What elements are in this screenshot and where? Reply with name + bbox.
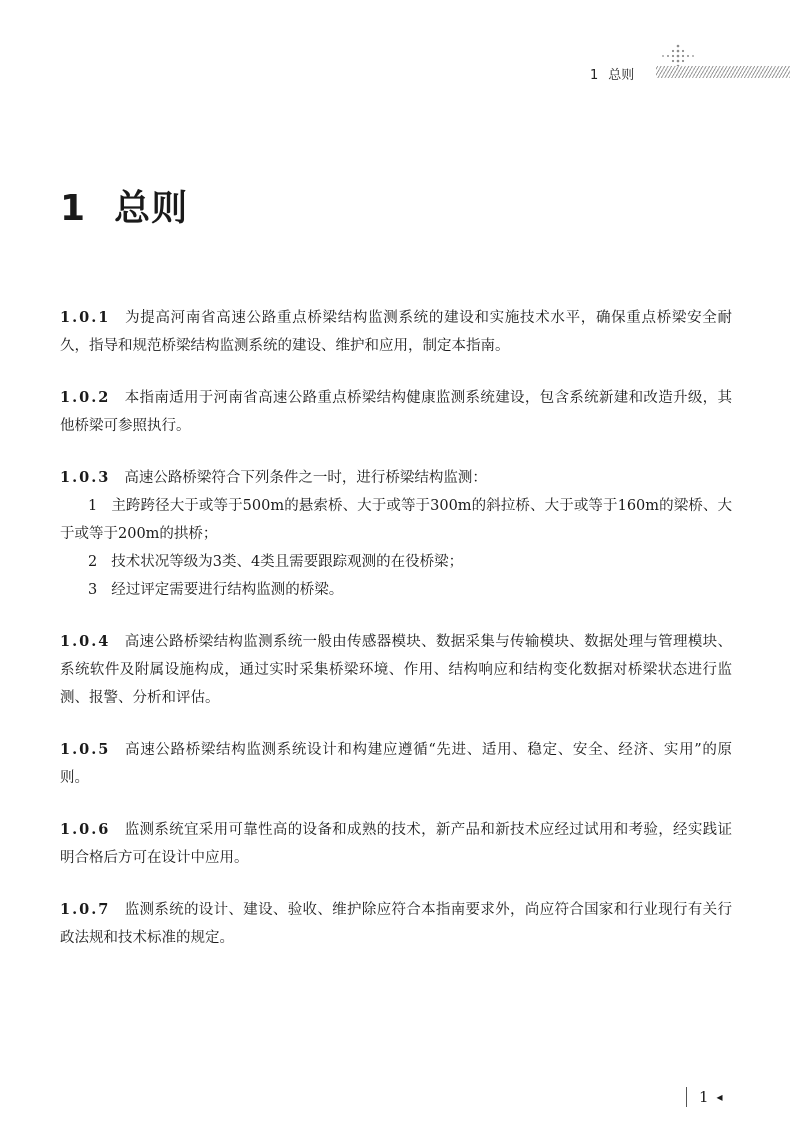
list-item [60,548,732,576]
clause-list [60,304,732,976]
clause-text: 高速公路桥梁符合下列条件之一时，进行桥梁结构监测： [124,470,487,486]
header-hatch-decoration [656,66,790,78]
list-item [60,576,732,604]
chapter-title-text: 总则 [114,188,189,229]
clause-text: 本指南适用于河南省高速公路重点桥梁结构健康监测系统建设，包含系统新建和改造升级，其他桥梁可参照执行。 [60,390,732,434]
clause-text: 为提高河南省高速公路重点桥梁结构监测系统的建设和实施技术水平，确保重点桥梁安全耐久，指导和规范桥梁结构监测系统的建设、维护和应用，制定本指南。 [60,310,732,354]
item-number: 2 [88,554,98,570]
clause-number: 1.0.2 [60,389,111,406]
header-chapter-title: 总则 [608,68,635,83]
header-chapter [590,64,634,83]
clause-number: 1.0.4 [60,633,111,650]
footer-divider [686,1087,687,1107]
clause-with-items [60,464,732,604]
clause-number: 1.0.3 [60,469,111,486]
clause [60,896,732,952]
item-number: 1 [88,498,98,514]
clause [60,736,732,792]
clause [60,304,732,360]
item-text: 经过评定需要进行结构监测的桥梁。 [111,582,344,598]
header-chapter-number: 1 [590,68,599,83]
clause [60,628,732,712]
clause [60,816,732,872]
page-footer [686,1086,723,1108]
clause-number: 1.0.1 [60,309,111,326]
clause-number: 1.0.6 [60,821,111,838]
item-text: 技术状况等级为3类、4类且需要跟踪观测的在役桥梁； [111,554,464,570]
clause-text: 高速公路桥梁结构监测系统设计和构建应遵循“先进、适用、稳定、安全、经济、实用”的原则。 [60,742,732,786]
chapter-number: 1 [60,188,87,229]
clause-number: 1.0.7 [60,901,111,918]
item-number: 3 [88,582,98,598]
left-arrow-icon: ◂ [716,1090,723,1104]
clause-text: 高速公路桥梁结构监测系统一般由传感器模块、数据采集与传输模块、数据处理与管理模块、系统软件及附属设施构成，通过实时采集桥梁环境、作用、结构响应和结构变化数据对桥梁状态进行监测、报警、分析和评估。 [60,634,732,706]
clause [60,464,732,492]
chapter-title [60,180,188,231]
clause [60,384,732,440]
clause-text: 监测系统宜采用可靠性高的设备和成熟的技术，新产品和新技术应经过试用和考验，经实践证明合格后方可在设计中应用。 [60,822,732,866]
item-text: 主跨跨径大于或等于500m的悬索桥、大于或等于300m的斜拉桥、大于或等于160m的梁桥、大于或等于200m的拱桥； [60,498,732,542]
running-header [590,44,790,84]
page-number: 1 [699,1088,709,1106]
list-item [60,492,732,548]
clause-number: 1.0.5 [60,741,111,758]
clause-text: 监测系统的设计、建设、验收、维护除应符合本指南要求外，尚应符合国家和行业现行有关行政法规和技术标准的规定。 [60,902,732,946]
